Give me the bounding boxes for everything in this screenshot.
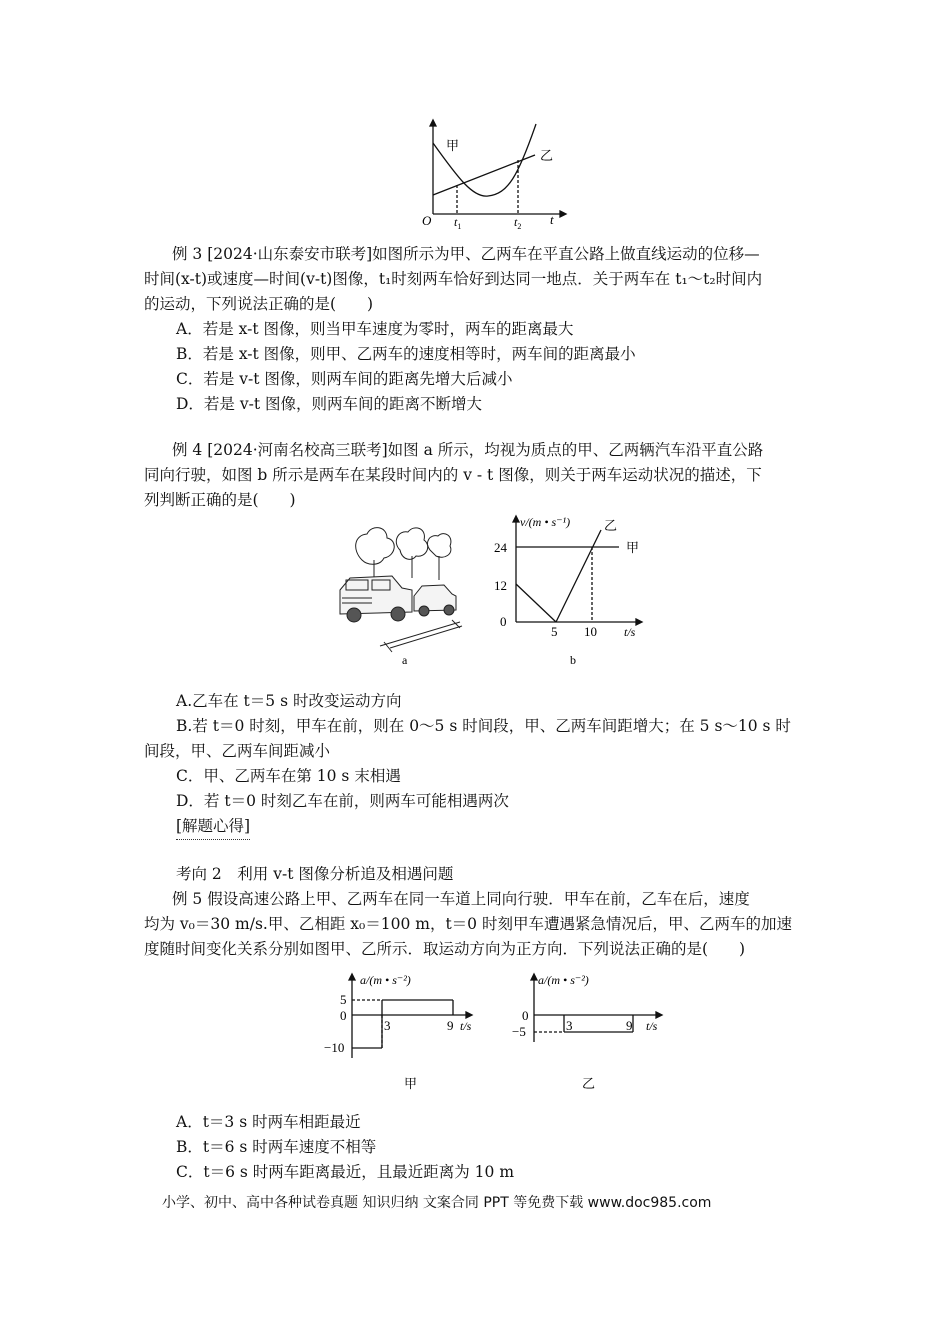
yi-ylabel: a/(m • s⁻²) — [538, 973, 589, 987]
fig-a-label: a — [402, 653, 408, 667]
ex4-line1: 例 4 [2024·河南名校高三联考]如图 a 所示，均视为质点的甲、乙两辆汽车沿平直公路 — [172, 441, 764, 459]
origin-label: O — [422, 213, 432, 228]
vt-graph-b — [474, 510, 654, 670]
ex3-line3: 的运动，下列说法正确的是( ) — [144, 295, 374, 313]
ex4-option-b: B.若 t＝0 时刻，甲车在前，则在 0～5 s 时间段，甲、乙两车间距增大；在 5 s～10 s 时 — [176, 717, 791, 735]
ex5-option-c: C．t＝6 s 时两车距离最近，且最近距离为 10 m — [176, 1163, 515, 1181]
jia-ym10: −10 — [324, 1040, 345, 1055]
jia-caption: 甲 — [404, 1076, 418, 1091]
jia-label: 甲 — [446, 138, 460, 153]
jia-ylabel: a/(m • s⁻²) — [360, 973, 411, 987]
fig-b-xlabel: t/s — [624, 625, 636, 639]
at-graph-yi — [508, 970, 678, 1095]
fig-b-jia: 甲 — [626, 540, 640, 555]
t1-label: $t_1$ — [454, 215, 462, 230]
yi-label: 乙 — [540, 148, 554, 163]
yi-caption: 乙 — [582, 1076, 596, 1091]
yi-x3: 3 — [566, 1018, 573, 1033]
ex4-option-b-cont: 间段，甲、乙两车间距减小 — [144, 742, 331, 760]
ex5-option-b: B．t＝6 s 时两车速度不相等 — [176, 1138, 377, 1156]
ex4-line3: 列判断正确的是( ) — [144, 491, 296, 509]
t2-label: $t_2$ — [514, 215, 522, 230]
yi-ym5: −5 — [512, 1024, 526, 1039]
cars-illustration — [332, 520, 472, 670]
fig-b-ylabel: v/(m • s⁻¹) — [520, 515, 571, 529]
yi-y0: 0 — [522, 1008, 529, 1023]
jia-x3: 3 — [384, 1018, 391, 1033]
fig-b-x5: 5 — [551, 624, 558, 639]
ex3-option-b: B．若是 x-t 图像，则甲、乙两车的速度相等时，两车间的距离最小 — [176, 345, 636, 363]
ex4-line2: 同向行驶，如图 b 所示是两车在某段时间内的 v - t 图像，则关于两车运动状况的描述，下 — [144, 466, 762, 484]
yi-x9: 9 — [626, 1018, 633, 1033]
ex5-option-a: A．t＝3 s 时两车相距最近 — [176, 1113, 361, 1131]
figure-1-graph — [418, 118, 568, 230]
ex5-line2: 均为 v₀＝30 m/s.甲、乙相距 x₀＝100 m，t＝0 时刻甲车遭遇紧急情况后，甲、乙两车的加速 — [144, 915, 792, 933]
fig-b-x10: 10 — [584, 624, 597, 639]
fig-b-yi: 乙 — [604, 518, 618, 533]
ex4-option-a: A.乙车在 t＝5 s 时改变运动方向 — [176, 692, 402, 710]
ex3-option-c: C．若是 v-t 图像，则两车间的距离先增大后减小 — [176, 370, 513, 388]
ex3-option-d: D．若是 v-t 图像，则两车间的距离不断增大 — [176, 395, 483, 413]
solution-note: [解题心得] — [176, 814, 250, 840]
fig-b-y0: 0 — [500, 614, 507, 629]
at-graph-jia — [318, 970, 483, 1095]
ex4-option-c: C．甲、乙两车在第 10 s 末相遇 — [176, 767, 401, 785]
footer-text: 小学、初中、高中各种试卷真题 知识归纳 文案合同 PPT 等免费下载 www.doc985.com — [162, 1195, 712, 1211]
fig-b-label: b — [570, 653, 576, 667]
ex3-line1: 例 3 [2024·山东泰安市联考]如图所示为甲、乙两车在平直公路上做直线运动的位移— — [172, 245, 760, 263]
fig-b-y24: 24 — [494, 540, 507, 555]
fig-b-y12: 12 — [494, 578, 507, 593]
jia-y0: 0 — [340, 1008, 347, 1023]
ex4-option-d: D．若 t＝0 时刻乙车在前，则两车可能相遇两次 — [176, 792, 509, 810]
jia-xlabel: t/s — [460, 1019, 472, 1033]
ex3-option-a: A．若是 x-t 图像，则当甲车速度为零时，两车的距离最大 — [176, 320, 574, 338]
yi-xlabel: t/s — [646, 1019, 658, 1033]
kx2-title: 考向 2 利用 v-t 图像分析追及相遇问题 — [176, 865, 454, 883]
ex5-line1: 例 5 假设高速公路上甲、乙两车在同一车道上同向行驶．甲车在前，乙车在后，速度 — [172, 890, 750, 908]
jia-y5: 5 — [340, 992, 347, 1007]
jia-x9: 9 — [447, 1018, 454, 1033]
ex3-line2: 时间(x-t)或速度—时间(v-t)图像，t₁时刻两车恰好到达同一地点．关于两车在 t₁～t₂时间内 — [144, 270, 763, 288]
t-axis-label: t — [550, 212, 554, 227]
ex5-line3: 度随时间变化关系分别如图甲、乙所示．取运动方向为正方向．下列说法正确的是( ) — [144, 940, 746, 958]
